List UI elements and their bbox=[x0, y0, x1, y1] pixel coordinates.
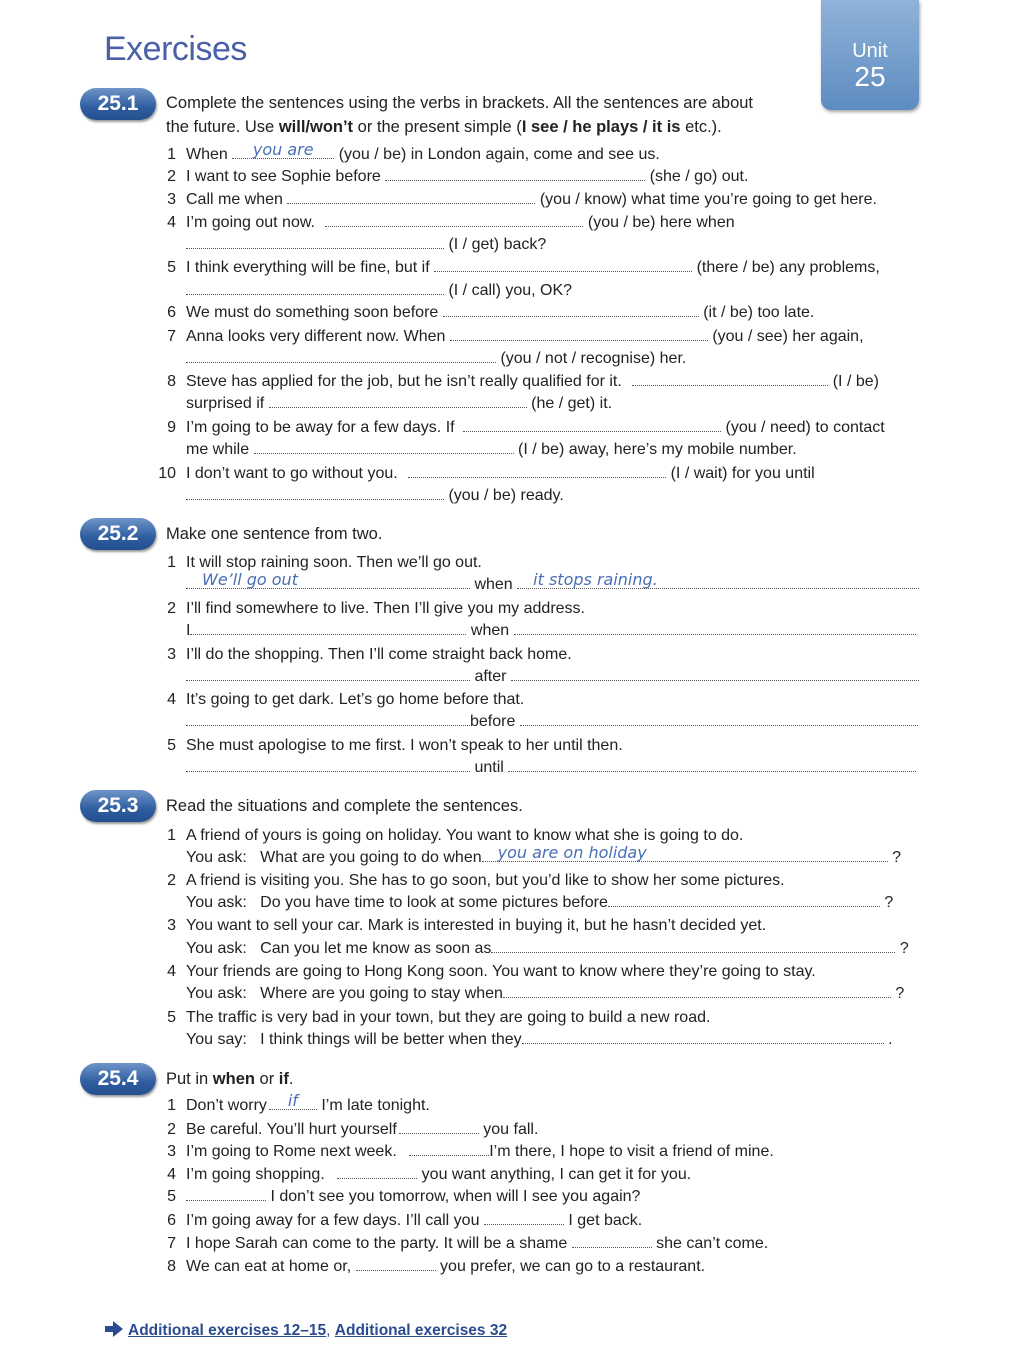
item-number: 4 bbox=[167, 963, 176, 980]
item-number: 10 bbox=[158, 465, 176, 482]
answer-blank[interactable] bbox=[520, 711, 918, 726]
exercise-line: me while (I / be) away, here’s my mobile number. bbox=[186, 441, 797, 458]
exercise-line: It’s going to get dark. Let’s go home before that. bbox=[186, 691, 525, 708]
answer-blank[interactable] bbox=[186, 234, 444, 249]
page-title: Exercises bbox=[104, 30, 247, 68]
exercise-badge-25-3: 25.3 bbox=[80, 790, 156, 822]
exercise-line: I’m going out now. (you / be) here when bbox=[186, 214, 735, 231]
exercise-line: before bbox=[186, 711, 918, 733]
filled-answer: you are on holiday bbox=[497, 843, 647, 862]
exercise-line: surprised if (he / get) it. bbox=[186, 395, 613, 412]
item-number: 6 bbox=[167, 1212, 176, 1229]
exercise-line: Don’t worry if I’m late tonight. bbox=[186, 1091, 430, 1114]
item-number: 1 bbox=[167, 827, 176, 844]
item-number: 2 bbox=[167, 600, 176, 617]
answer-blank[interactable] bbox=[408, 463, 666, 478]
answer-blank[interactable] bbox=[186, 280, 444, 295]
exercise-line: I’ll do the shopping. Then I’ll come straight back home. bbox=[186, 646, 572, 663]
exercise-line: I’m going to be away for a few days. If (you / need) to contact bbox=[186, 419, 885, 436]
item-number: 5 bbox=[167, 1188, 176, 1205]
exercise-line: We’ll go out when it stops raining. bbox=[186, 574, 919, 596]
exercise-line: I don’t see you tomorrow, when will I see you again? bbox=[186, 1186, 640, 1208]
unit-tab bbox=[821, 0, 919, 110]
exercise-line: (I / get) back? bbox=[186, 234, 546, 256]
item-number: 2 bbox=[167, 168, 176, 185]
exercise-instruction: Complete the sentences using the verbs in brackets. All the sentences are about the future. Use will/won’t or the present simple (I see / he plays / it is etc.). bbox=[166, 94, 754, 136]
item-number: 8 bbox=[167, 373, 176, 390]
item-number: 4 bbox=[167, 691, 176, 708]
exercise-line: (you / be) ready. bbox=[186, 485, 564, 507]
exercise-line: You ask: What are you going to do when you are on holiday ? bbox=[186, 843, 901, 866]
filled-answer: you are bbox=[252, 140, 314, 159]
item-number: 7 bbox=[167, 1235, 176, 1252]
answer-blank[interactable] bbox=[632, 371, 828, 386]
exercise-line: We can eat at home or, you prefer, we can go to a restaurant. bbox=[186, 1258, 706, 1275]
exercise-line: I when bbox=[186, 620, 916, 642]
answer-blank[interactable] bbox=[186, 348, 496, 363]
item-number: 1 bbox=[167, 1097, 176, 1114]
exercise-line: I think everything will be fine, but if (there / be) any problems, bbox=[186, 259, 880, 276]
answer-blank[interactable] bbox=[517, 570, 919, 589]
exercise-line: You ask: Do you have time to look at some pictures before ? bbox=[186, 894, 894, 911]
footer-links: Additional exercises 12–15, Additional exercises 32 bbox=[104, 1320, 507, 1343]
exercise-line: You say: I think things will be better when they . bbox=[186, 1031, 893, 1048]
exercise-instruction: Read the situations and complete the sentences. bbox=[166, 797, 523, 815]
answer-blank[interactable] bbox=[522, 1029, 884, 1044]
exercise-line: Steve has applied for the job, but he isn’t really qualified for it. (I / be) bbox=[186, 373, 879, 390]
exercise-line: after bbox=[186, 666, 919, 688]
answer-blank[interactable] bbox=[443, 302, 699, 317]
answer-blank[interactable] bbox=[514, 620, 916, 635]
answer-blank[interactable] bbox=[572, 1233, 652, 1248]
exercise-line: I’m going away for a few days. I’ll call you I get back. bbox=[186, 1212, 643, 1229]
answer-blank[interactable] bbox=[508, 757, 916, 772]
answer-blank[interactable] bbox=[356, 1256, 436, 1271]
exercise-badge-25-4: 25.4 bbox=[80, 1063, 156, 1095]
answer-blank[interactable] bbox=[269, 393, 527, 408]
answer-blank[interactable] bbox=[399, 1119, 479, 1134]
exercise-line: You ask: Where are you going to stay when ? bbox=[186, 985, 905, 1002]
exercise-line: I hope Sarah can come to the party. It will be a shame she can’t come. bbox=[186, 1235, 769, 1252]
answer-blank[interactable] bbox=[287, 189, 535, 204]
exercise-line: She must apologise to me first. I won’t speak to her until then. bbox=[186, 737, 623, 754]
filled-answer: We’ll go out bbox=[202, 570, 298, 589]
unit-number: 25 bbox=[854, 61, 886, 92]
item-number: 5 bbox=[167, 737, 176, 754]
answer-blank[interactable] bbox=[463, 417, 721, 432]
answer-blank[interactable] bbox=[482, 843, 888, 862]
item-number: 1 bbox=[167, 554, 176, 571]
unit-label: Unit bbox=[852, 40, 888, 62]
exercise-line: You want to sell your car. Mark is interested in buying it, but he hasn’t decided yet. bbox=[186, 917, 767, 934]
exercise-line: I’m going shopping. you want anything, I can get it for you. bbox=[186, 1166, 692, 1183]
exercise-line: A friend is visiting you. She has to go soon, but you’d like to show her some pictures. bbox=[186, 872, 785, 889]
answer-blank[interactable] bbox=[186, 757, 470, 772]
item-number: 2 bbox=[167, 1121, 176, 1138]
exercise-line: I’ll find somewhere to live. Then I’ll give you my address. bbox=[186, 600, 585, 617]
item-number: 8 bbox=[167, 1258, 176, 1275]
additional-exercises-link-32[interactable]: Additional exercises 32 bbox=[334, 1322, 508, 1339]
answer-blank[interactable] bbox=[186, 485, 444, 500]
answer-blank[interactable] bbox=[190, 620, 466, 635]
exercise-line: The traffic is very bad in your town, but they are going to build a new road. bbox=[186, 1009, 711, 1026]
item-number: 7 bbox=[167, 328, 176, 345]
item-number: 9 bbox=[167, 419, 176, 436]
exercise-line: (I / call) you, OK? bbox=[186, 280, 572, 302]
exercise-line: (you / not / recognise) her. bbox=[186, 348, 686, 370]
item-number: 3 bbox=[167, 646, 176, 663]
exercise-line: We must do something soon before (it / be) too late. bbox=[186, 304, 815, 321]
answer-blank[interactable] bbox=[450, 326, 708, 341]
exercise-badge-25-2: 25.2 bbox=[80, 518, 156, 550]
answer-blank[interactable] bbox=[434, 257, 692, 272]
item-number: 4 bbox=[167, 1166, 176, 1183]
item-number: 3 bbox=[167, 191, 176, 208]
answer-blank[interactable] bbox=[186, 1186, 266, 1201]
answer-blank[interactable] bbox=[409, 1141, 489, 1156]
exercise-line: I don’t want to go without you. (I / wait) for you until bbox=[186, 465, 815, 482]
item-number: 3 bbox=[167, 1143, 176, 1160]
item-number: 6 bbox=[167, 304, 176, 321]
answer-blank[interactable] bbox=[269, 1091, 317, 1110]
exercise-line: It will stop raining soon. Then we’ll go out. bbox=[186, 554, 482, 571]
item-number: 5 bbox=[167, 1009, 176, 1026]
answer-blank[interactable] bbox=[511, 666, 919, 681]
answer-blank[interactable] bbox=[325, 212, 583, 227]
arrow-right-icon bbox=[104, 1320, 124, 1343]
exercise-line: until bbox=[186, 757, 916, 779]
answer-blank[interactable] bbox=[337, 1164, 417, 1179]
answer-blank[interactable] bbox=[186, 666, 470, 681]
exercise-line: Your friends are going to Hong Kong soon. You want to know where they’re going to stay. bbox=[186, 963, 816, 980]
answer-blank[interactable] bbox=[186, 570, 470, 589]
answer-blank[interactable] bbox=[186, 711, 470, 726]
answer-blank[interactable] bbox=[503, 983, 891, 998]
exercise-line: I want to see Sophie before (she / go) out. bbox=[186, 168, 749, 185]
filled-answer: if bbox=[287, 1091, 298, 1110]
item-number: 3 bbox=[167, 917, 176, 934]
answer-blank[interactable] bbox=[491, 938, 895, 953]
answer-blank[interactable] bbox=[232, 140, 334, 159]
item-number: 2 bbox=[167, 872, 176, 889]
exercise-instruction: Put in when or if. bbox=[166, 1070, 294, 1088]
exercise-line: When you are (you / be) in London again, come and see us. bbox=[186, 140, 660, 163]
exercise-instruction: Make one sentence from two. bbox=[166, 525, 383, 543]
exercise-line: Call me when (you / know) what time you’re going to get here. bbox=[186, 191, 877, 208]
item-number: 4 bbox=[167, 214, 176, 231]
item-number: 1 bbox=[167, 146, 176, 163]
answer-blank[interactable] bbox=[608, 892, 880, 907]
item-number: 5 bbox=[167, 259, 176, 276]
exercise-line: Be careful. You’ll hurt yourself you fall. bbox=[186, 1121, 539, 1138]
filled-answer: it stops raining. bbox=[533, 570, 658, 589]
additional-exercises-link-12-15[interactable]: Additional exercises 12–15 bbox=[128, 1322, 327, 1339]
answer-blank[interactable] bbox=[254, 439, 514, 454]
exercise-line: A friend of yours is going on holiday. You want to know what she is going to do. bbox=[186, 827, 744, 844]
answer-blank[interactable] bbox=[484, 1210, 564, 1225]
answer-blank[interactable] bbox=[385, 166, 645, 181]
exercise-line: You ask: Can you let me know as soon as ? bbox=[186, 940, 909, 957]
exercise-line: I’m going to Rome next week. I’m there, I hope to visit a friend of mine. bbox=[186, 1143, 774, 1160]
exercise-line: Anna looks very different now. When (you / see) her again, bbox=[186, 328, 864, 345]
exercise-badge-25-1: 25.1 bbox=[80, 88, 156, 120]
